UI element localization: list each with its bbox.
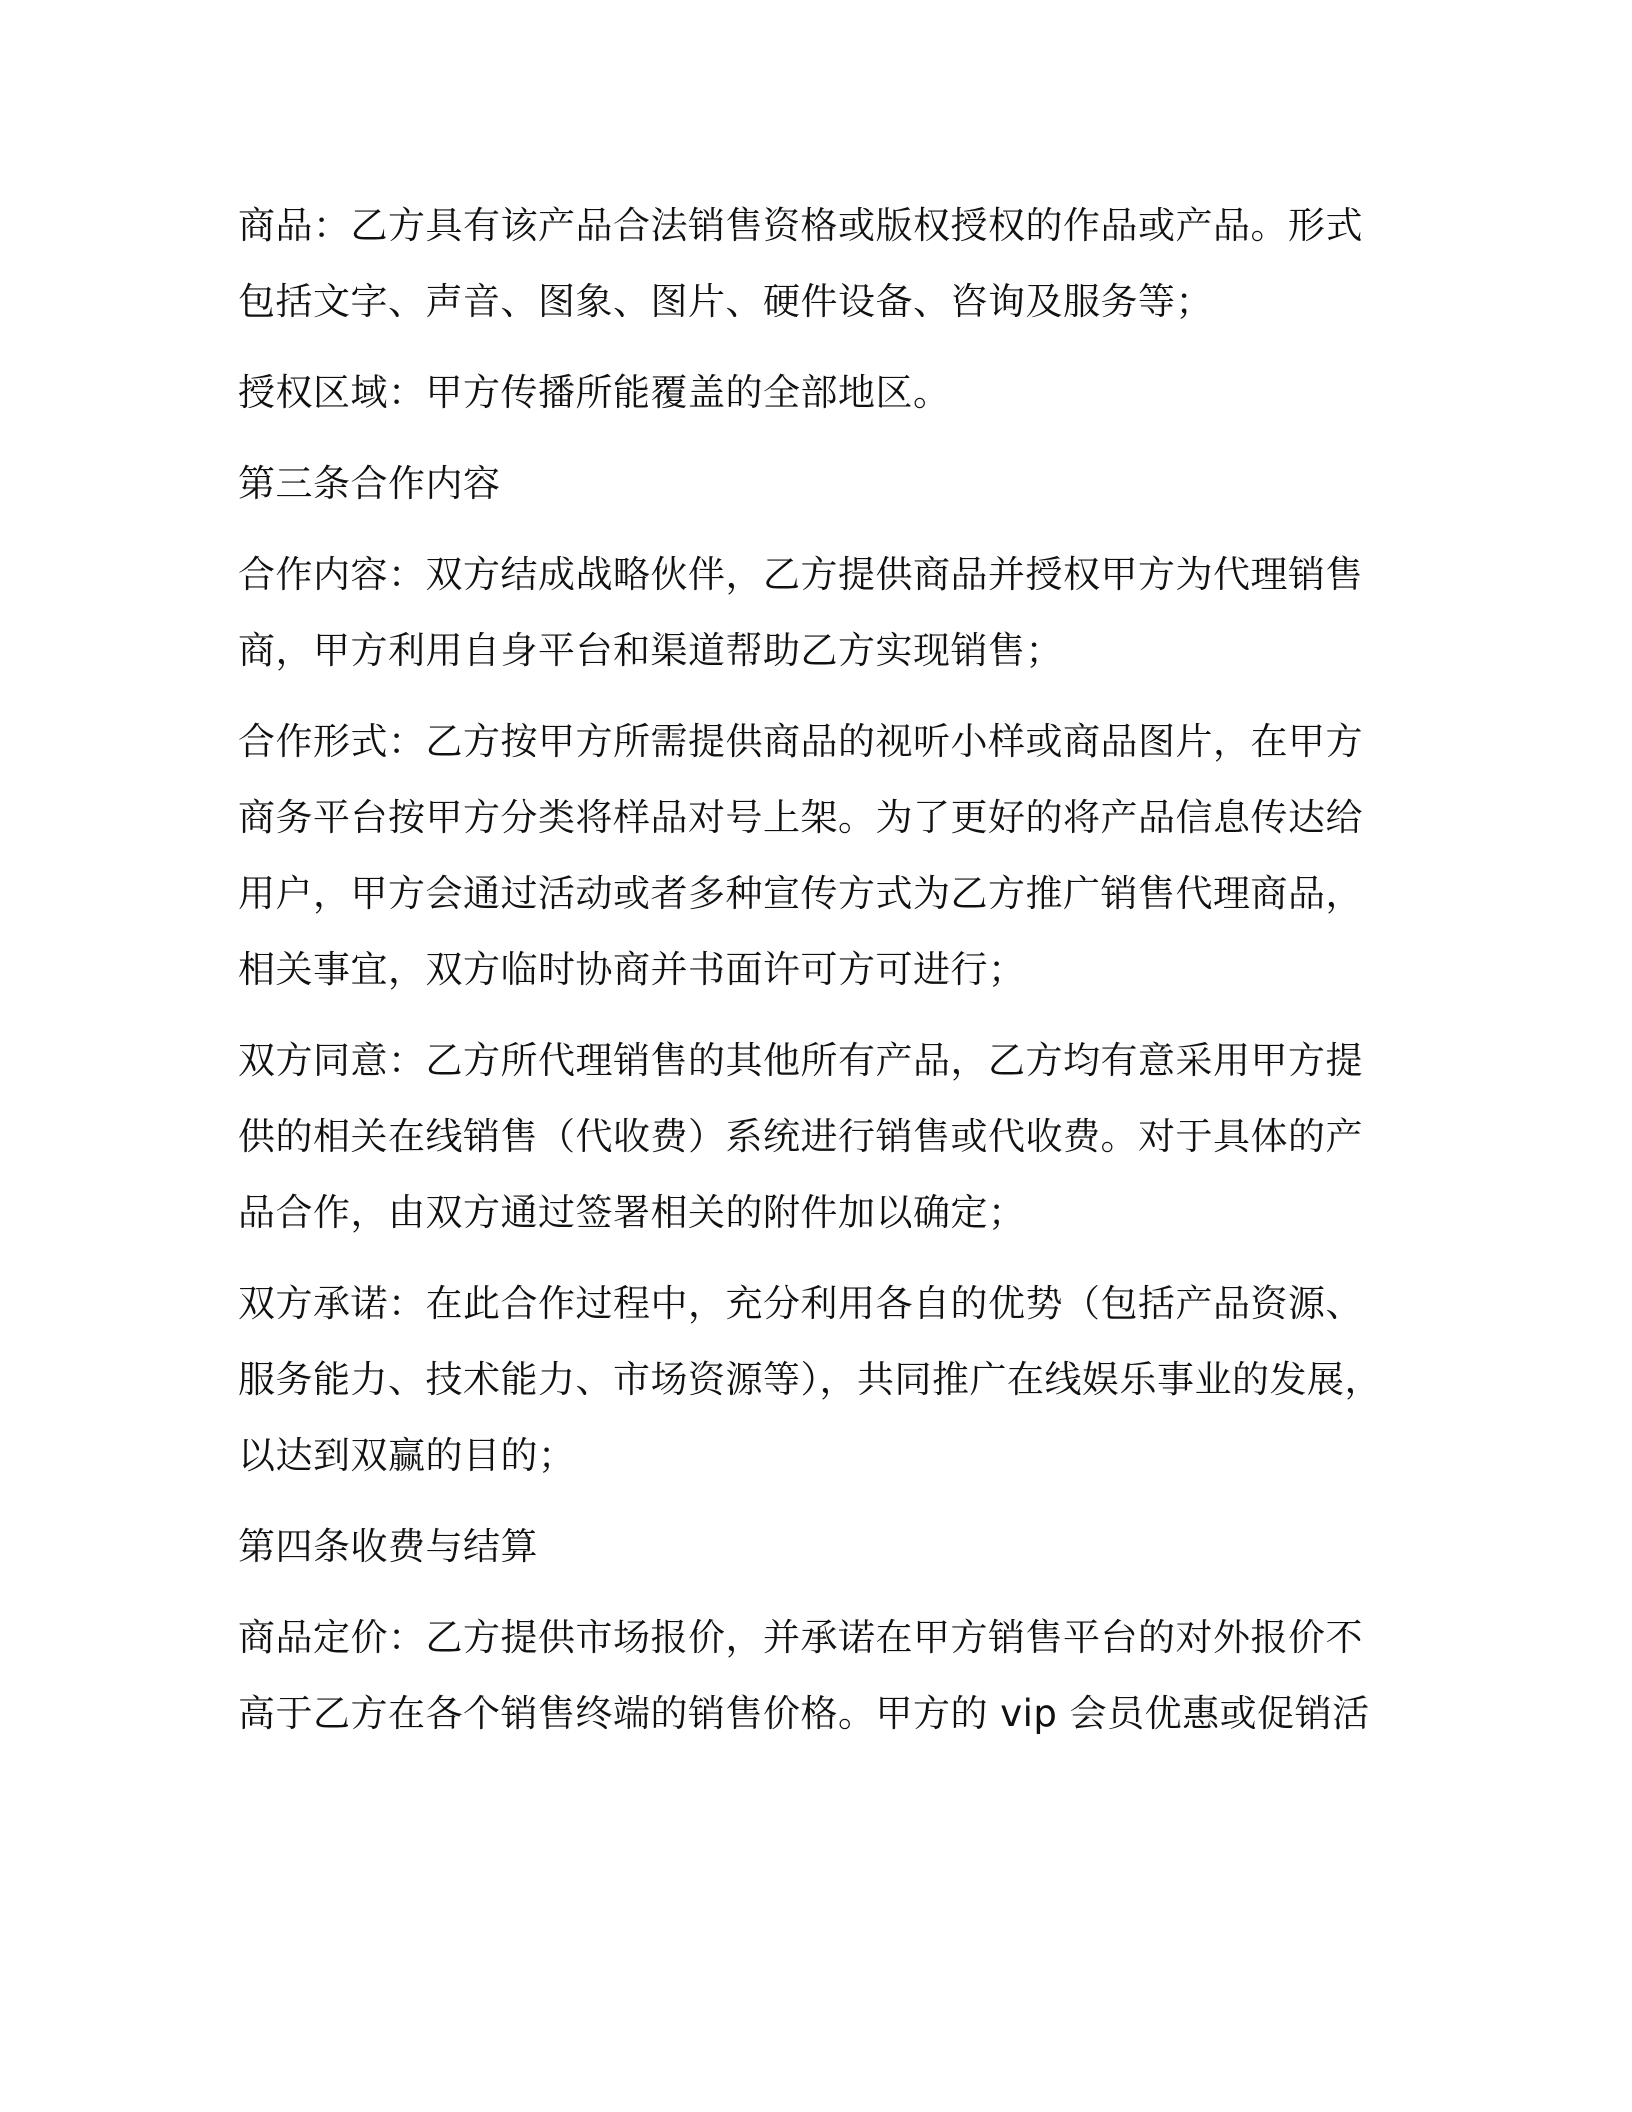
text-line: 合作内容：双方结成战略伙伴，乙方提供商品并授权甲方为代理销售 — [238, 553, 1363, 596]
text-line: 双方承诺：在此合作过程中，充分利用各自的优势（包括产品资源、 — [238, 1282, 1363, 1325]
text-line: 双方同意：乙方所代理销售的其他所有产品，乙方均有意采用甲方提 — [238, 1039, 1363, 1082]
paragraph-cooperation-form — [238, 704, 1378, 1008]
document-body — [238, 188, 1382, 1767]
paragraph-product-pricing — [238, 1600, 1378, 1752]
paragraph-mutual-commitment — [238, 1266, 1382, 1494]
text-line: 服务能力、技术能力、市场资源等），共同推广在线娱乐事业的发展， — [238, 1358, 1382, 1401]
text-line: 用户，甲方会通过活动或者多种宣传方式为乙方推广销售代理商品， — [238, 872, 1363, 915]
text-line: 授权区域：甲方传播所能覆盖的全部地区。 — [238, 371, 951, 414]
heading-text: 第四条收费与结算 — [238, 1525, 538, 1568]
text-line: 高于乙方在各个销售终端的销售价格。甲方的 vip 会员优惠或促销活 — [238, 1692, 1370, 1735]
text-line: 相关事宜，双方临时协商并书面许可方可进行； — [238, 948, 1026, 991]
text-line: 商务平台按甲方分类将样品对号上架。为了更好的将产品信息传达给 — [238, 796, 1363, 839]
text-line: 商品：乙方具有该产品合法销售资格或版权授权的作品或产品。形式 — [238, 204, 1363, 247]
text-line: 商，甲方利用自身平台和渠道帮助乙方实现销售； — [238, 629, 1063, 672]
text-line: 包括文字、声音、图象、图片、硬件设备、咨询及服务等； — [238, 280, 1213, 323]
section-heading-article-4 — [238, 1509, 1378, 1585]
paragraph-authorized-region — [238, 355, 1378, 431]
paragraph-cooperation-content — [238, 537, 1378, 689]
paragraph-goods-definition — [238, 188, 1378, 340]
text-line: 商品定价：乙方提供市场报价，并承诺在甲方销售平台的对外报价不 — [238, 1616, 1363, 1659]
heading-text: 第三条合作内容 — [238, 462, 501, 505]
text-line: 以达到双赢的目的； — [238, 1434, 576, 1477]
text-line: 品合作，由双方通过签署相关的附件加以确定； — [238, 1191, 1026, 1234]
section-heading-article-3 — [238, 446, 1378, 522]
text-line: 合作形式：乙方按甲方所需提供商品的视听小样或商品图片，在甲方 — [238, 720, 1363, 763]
text-line: 供的相关在线销售（代收费）系统进行销售或代收费。对于具体的产 — [238, 1115, 1363, 1158]
paragraph-mutual-agreement — [238, 1023, 1378, 1251]
